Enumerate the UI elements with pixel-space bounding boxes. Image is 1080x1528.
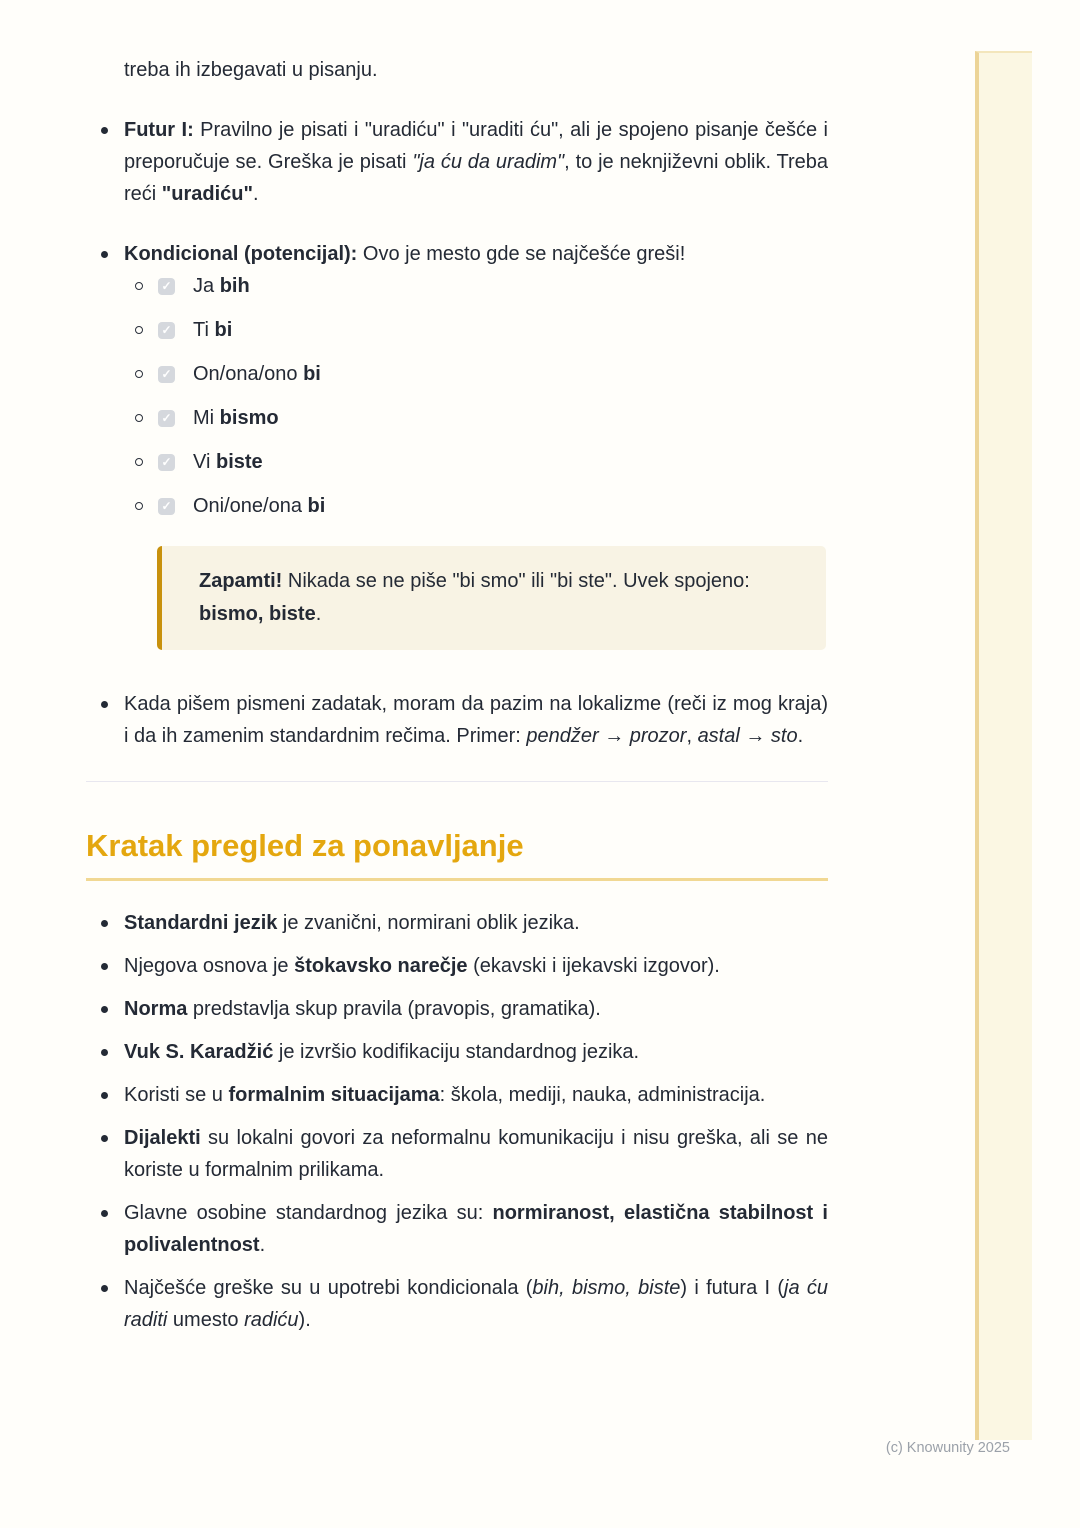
bullet-icon (101, 1049, 108, 1056)
bullet-marker (86, 993, 124, 1025)
bullet-marker (86, 238, 124, 270)
intro-continuation-line: treba ih izbegavati u pisanju. (124, 59, 378, 81)
bullet-marker (86, 1197, 124, 1261)
decorative-side-ribbon (975, 51, 1032, 1440)
bullet-icon (101, 1092, 108, 1099)
bullet-icon (101, 963, 108, 970)
list-item-text: Kada pišem pismeni zadatak, moram da pazim na lokalizme (reči iz mog kraja) i da ih zamenim standardnim rečima. Primer: pendžer → prozor, astal → sto. (124, 693, 828, 747)
circle-bullet-icon (135, 458, 143, 466)
heading-underline (86, 878, 828, 881)
list-item-kondicional (86, 238, 828, 270)
checklist-label: Ja bih (193, 275, 250, 297)
review-item-dijalekti (86, 1122, 828, 1186)
checked-checkbox-icon[interactable]: ✓ (158, 454, 175, 471)
list-item-text: Futur I: Pravilno je pisati i "uradiću" i "uraditi ću", ali je spojeno pisanje češće i preporučuje se. Greška je pisati "ja ću da uradim", to je neknjiževni oblik. Treba reći "uradiću". (124, 119, 829, 205)
list-item-text: Vuk S. Karadžić je izvršio kodifikaciju standardnog jezika. (124, 1041, 640, 1063)
list-item-lokalizmi (86, 688, 828, 752)
checklist-row-oni-one-ona-bi (124, 490, 828, 522)
review-item-standardni-jezik (86, 907, 828, 939)
review-item-formalne-situacije (86, 1079, 828, 1111)
bullet-marker (86, 1272, 124, 1336)
copyright-footer: (c) Knowunity 2025 (885, 1440, 1010, 1456)
checklist-row-mi-bismo (124, 402, 828, 434)
checked-checkbox-icon[interactable]: ✓ (158, 322, 175, 339)
circle-bullet-icon (135, 414, 143, 422)
bullet-icon (101, 920, 108, 927)
checklist-label: Vi biste (193, 451, 263, 473)
list-item-text: Standardni jezik je zvanični, normirani oblik jezika. (124, 912, 580, 934)
list-item-futur (86, 114, 828, 210)
bullet-marker (86, 114, 124, 210)
section-divider (86, 781, 828, 782)
circle-bullet-icon (135, 282, 143, 290)
checklist-label: Oni/one/ona bi (193, 495, 326, 517)
review-list (86, 907, 828, 1336)
review-item-stokavsko-narecje (86, 950, 828, 982)
circle-bullet-icon (135, 502, 143, 510)
review-item-glavne-osobine (86, 1197, 828, 1261)
checklist-label: Mi bismo (193, 407, 279, 429)
bullet-icon (101, 1006, 108, 1013)
review-item-norma (86, 993, 828, 1025)
reminder-callout (157, 546, 826, 650)
bullet-marker (86, 1122, 124, 1186)
list-item-text: Najčešće greške su u upotrebi kondicionala (bih, bismo, biste) i futura I (ja ću raditi umesto radiću). (124, 1277, 828, 1331)
checklist-label: Ti bi (193, 319, 233, 341)
checked-checkbox-icon[interactable]: ✓ (158, 410, 175, 427)
bullet-icon (101, 1210, 108, 1217)
checklist-row-on-ona-ono-bi (124, 358, 828, 390)
list-item-text: Koristi se u formalnim situacijama: škola, mediji, nauka, administracija. (124, 1084, 766, 1106)
checklist-label: On/ona/ono bi (193, 363, 321, 385)
callout-text: Zapamti! Nikada se ne piše "bi smo" ili "bi ste". Uvek spojeno: bismo, biste. (199, 570, 750, 625)
list-item-text: Norma predstavlja skup pravila (pravopis, gramatika). (124, 998, 601, 1020)
review-item-najcesce-greske (86, 1272, 828, 1336)
circle-bullet-icon (135, 370, 143, 378)
review-item-vuk-karadzic (86, 1036, 828, 1068)
list-item-text: Kondicional (potencijal): Ovo je mesto gde se najčešće greši! (124, 243, 686, 265)
section-heading: Kratak pregled za ponavljanje (86, 828, 524, 863)
list-item-text: Glavne osobine standardnog jezika su: normiranost, elastična stabilnost i polivalentnost. (124, 1202, 828, 1256)
bullet-icon (101, 1285, 108, 1292)
bullet-marker (86, 907, 124, 939)
bullet-icon (101, 701, 108, 708)
list-item-text: Njegova osnova je štokavsko narečje (ekavski i ijekavski izgovor). (124, 955, 720, 977)
checked-checkbox-icon[interactable]: ✓ (158, 366, 175, 383)
checklist-row-vi-biste (124, 446, 828, 478)
bullet-marker (86, 688, 124, 752)
circle-bullet-icon (135, 326, 143, 334)
bullet-marker (86, 1036, 124, 1068)
bullet-icon (101, 251, 108, 258)
checklist-row-ti-bi (124, 314, 828, 346)
list-item-text: Dijalekti su lokalni govori za neformalnu komunikaciju i nisu greška, ali se ne koriste u formalnim prilikama. (124, 1127, 828, 1181)
bullet-marker (86, 950, 124, 982)
document-body (86, 54, 828, 1347)
bullet-marker (86, 1079, 124, 1111)
bullet-icon (101, 127, 108, 134)
checked-checkbox-icon[interactable]: ✓ (158, 498, 175, 515)
checklist-row-ja-bih (124, 270, 828, 302)
bullet-icon (101, 1135, 108, 1142)
checked-checkbox-icon[interactable]: ✓ (158, 278, 175, 295)
